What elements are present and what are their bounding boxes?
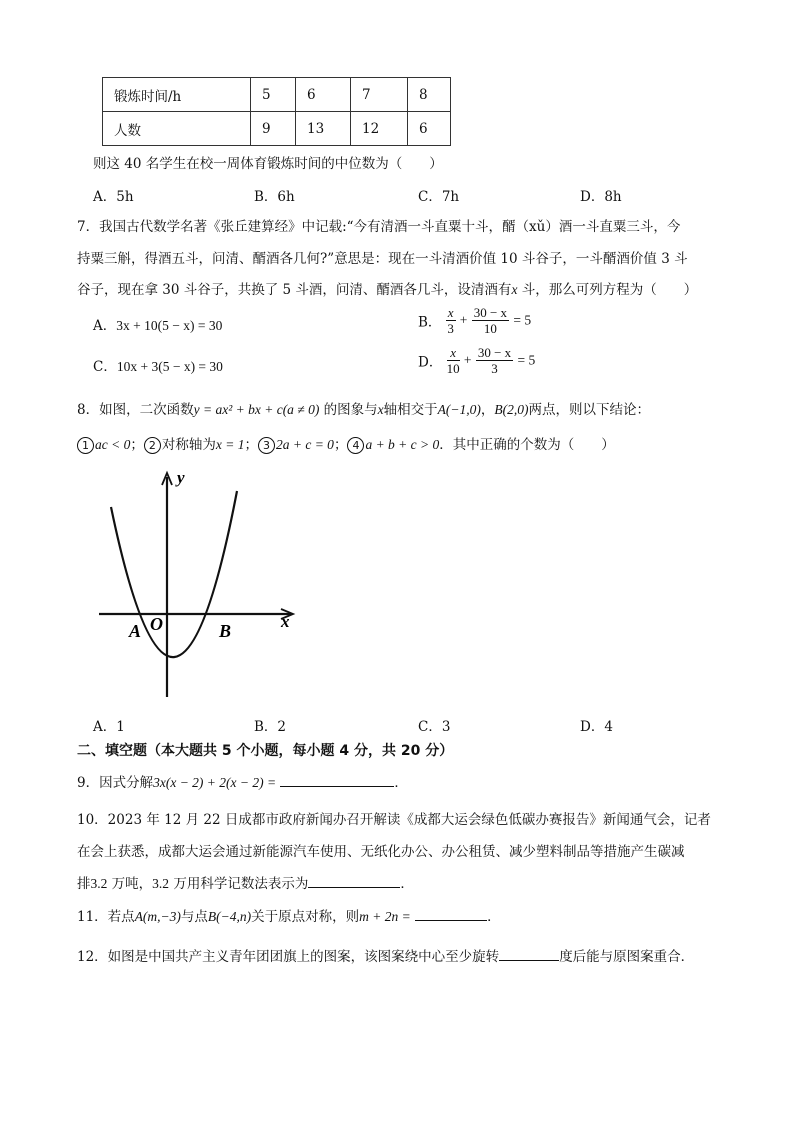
q8-point-a: A(−1,0) bbox=[437, 402, 481, 417]
q6-option-c: C．7h bbox=[418, 189, 460, 205]
q8-text: ， bbox=[480, 402, 495, 418]
q8-text: ； bbox=[333, 437, 348, 453]
section-2-title: 二、填空题（本大题共 5 个小题，每小题 4 分，共 20 分） bbox=[77, 743, 454, 759]
question-10-line-2: 在会上获悉，成都大运会通过新能源汽车使用、无纸化办公、办公租赁、减少塑料制品等措施产生碳减 bbox=[77, 844, 685, 860]
q11-text: 与点 bbox=[180, 909, 208, 925]
table-cell: 8 bbox=[408, 78, 451, 112]
q10-text: ． bbox=[400, 876, 414, 892]
q10-number: 3.2 bbox=[90, 876, 108, 891]
q8-text: 8．如图，二次函数 bbox=[77, 402, 194, 418]
question-7-line-3 bbox=[77, 278, 697, 298]
q8-point-b: B(2,0) bbox=[494, 402, 529, 417]
numerator: 30 − x bbox=[473, 305, 508, 320]
q12-text: 12．如图是中国共产主义青年团团旗上的图案，该图案绕中心至少旋转 bbox=[77, 949, 500, 965]
option-expression: 10x + 3(5 − x) = 30 bbox=[116, 359, 223, 374]
q11-text: ． bbox=[487, 909, 501, 925]
q6-option-b: B．6h bbox=[254, 189, 295, 205]
fraction bbox=[476, 345, 513, 376]
circled-number: 2 bbox=[144, 437, 161, 454]
fraction bbox=[447, 345, 460, 376]
q8-option-a: A．1 bbox=[93, 719, 125, 735]
q7-option-a bbox=[93, 314, 222, 334]
table-row bbox=[103, 112, 451, 146]
plus-sign: + bbox=[463, 352, 472, 368]
q10-text: 排 bbox=[77, 876, 91, 892]
exercise-time-table bbox=[102, 77, 451, 146]
point-b-label: B bbox=[219, 621, 232, 641]
origin-label: O bbox=[150, 614, 163, 634]
y-axis-label: y bbox=[177, 468, 185, 487]
q7-text: 斗，那么可列方程为（ ） bbox=[517, 282, 698, 298]
option-label: B． bbox=[418, 314, 442, 331]
q8-option-d: D．4 bbox=[580, 719, 613, 735]
q9-expression: 3x(x − 2) + 2(x − 2) = bbox=[153, 775, 277, 790]
q11-text: 关于原点对称，则 bbox=[251, 909, 360, 925]
question-7-line-2: 持粟三斛，得酒五斗，问清、醑酒各几何?”意思是：现在一斗清酒价值 10 斗谷子，一斗醑酒价值 3 斗 bbox=[77, 251, 688, 267]
q6-option-d: D．8h bbox=[580, 189, 622, 205]
q11-text: 11．若点 bbox=[77, 909, 135, 925]
numerator: 30 − x bbox=[477, 345, 512, 360]
option-label: C． bbox=[93, 359, 117, 375]
circled-number: 3 bbox=[258, 437, 275, 454]
q8-function: y = ax² + bx + c(a ≠ 0) bbox=[193, 402, 320, 417]
q11-point-b: B(−4,n) bbox=[207, 909, 252, 924]
q11-point-a: A(m,−3) bbox=[134, 909, 181, 924]
table-cell: 7 bbox=[351, 78, 408, 112]
q10-text: 万吨， bbox=[107, 876, 153, 892]
table-row-header: 人数 bbox=[103, 112, 251, 146]
question-7-line-1: 7．我国古代数学名著《张丘建算经》中记载:“今有清酒一斗直粟十斗，醑（xǔ）酒一斗直粟三斗，今 bbox=[77, 219, 681, 235]
denominator: 3 bbox=[491, 361, 498, 376]
q8-text: 的图象与 bbox=[319, 402, 378, 418]
table-cell: 5 bbox=[251, 78, 296, 112]
q8-option-b: B．2 bbox=[254, 719, 287, 735]
denominator: 3 bbox=[447, 321, 454, 336]
q8-option-c: C．3 bbox=[418, 719, 451, 735]
q8-text: ； bbox=[130, 437, 144, 453]
table-cell: 12 bbox=[351, 112, 408, 146]
circled-number: 4 bbox=[347, 437, 364, 454]
q10-number: 3.2 bbox=[152, 876, 170, 891]
q8-text: 两点，则以下结论： bbox=[528, 402, 650, 418]
q6-option-a: A．5h bbox=[93, 189, 134, 205]
q7-option-d bbox=[418, 345, 535, 376]
q8-variable: x bbox=[377, 402, 384, 417]
q7-variable: x bbox=[511, 282, 518, 297]
question-10-line-3 bbox=[77, 872, 414, 892]
table-cell: 13 bbox=[296, 112, 351, 146]
denominator: 10 bbox=[446, 361, 460, 376]
q9-text: 9．因式分解 bbox=[77, 775, 154, 791]
conclusion-1: ac < 0 bbox=[95, 437, 131, 452]
conclusion-4: a + b + c > 0 bbox=[365, 437, 440, 452]
conclusion-2-expr: x = 1 bbox=[215, 437, 245, 452]
numerator: x bbox=[447, 305, 454, 320]
option-expression: 3x + 10(5 − x) = 30 bbox=[116, 318, 223, 333]
equals-value: = 5 bbox=[513, 312, 532, 328]
answer-blank[interactable] bbox=[280, 772, 394, 787]
conclusion-2: 对称轴为 bbox=[161, 437, 216, 453]
q12-text: 度后能与原图案重合． bbox=[559, 949, 695, 965]
x-axis-label: x bbox=[281, 612, 290, 631]
q10-text: 万用科学记数法表示为 bbox=[169, 876, 309, 892]
fraction bbox=[472, 305, 509, 336]
table-row bbox=[103, 78, 451, 112]
equals-value: = 5 bbox=[517, 352, 536, 368]
question-9 bbox=[77, 771, 408, 791]
table-cell: 6 bbox=[296, 78, 351, 112]
table-row-header: 锻炼时间/h bbox=[103, 78, 251, 112]
fraction bbox=[446, 305, 456, 336]
q8-text: 轴相交于 bbox=[383, 402, 438, 418]
q7-option-c bbox=[93, 355, 223, 375]
numerator: x bbox=[447, 345, 460, 361]
question-12 bbox=[77, 945, 694, 965]
parabola-figure bbox=[95, 465, 305, 705]
denominator: 10 bbox=[483, 321, 497, 336]
answer-blank[interactable] bbox=[415, 906, 487, 921]
question-8-line-2 bbox=[77, 433, 615, 454]
option-label: A． bbox=[93, 318, 117, 334]
point-a-label: A bbox=[129, 621, 142, 641]
q8-text: ； bbox=[244, 437, 258, 453]
question-6-stem: 则这 40 名学生在校一周体育锻炼时间的中位数为（ ） bbox=[93, 156, 443, 172]
circled-number: 1 bbox=[77, 437, 94, 454]
answer-blank[interactable] bbox=[499, 946, 559, 961]
conclusion-3: 2a + c = 0 bbox=[275, 437, 334, 452]
q8-text: ．其中正确的个数为（ ） bbox=[439, 437, 615, 453]
q7-text: 谷子，现在拿 30 斗谷子，共换了 5 斗酒，问清、醑酒各几斗，设清酒有 bbox=[77, 282, 512, 298]
question-10-line-1: 10．2023 年 12 月 22 日成都市政府新闻办召开解读《成都大运会绿色低碳办赛报告》新闻通气会，记者 bbox=[77, 812, 711, 828]
q11-expression: m + 2n = bbox=[359, 909, 411, 924]
answer-blank[interactable] bbox=[308, 873, 400, 888]
plus-sign: + bbox=[459, 312, 468, 328]
option-label: D． bbox=[418, 354, 443, 371]
q7-option-b bbox=[418, 305, 531, 336]
q9-text: ． bbox=[394, 775, 408, 791]
table-cell: 6 bbox=[408, 112, 451, 146]
table-cell: 9 bbox=[251, 112, 296, 146]
question-11 bbox=[77, 905, 501, 925]
question-8-line-1 bbox=[77, 398, 650, 418]
